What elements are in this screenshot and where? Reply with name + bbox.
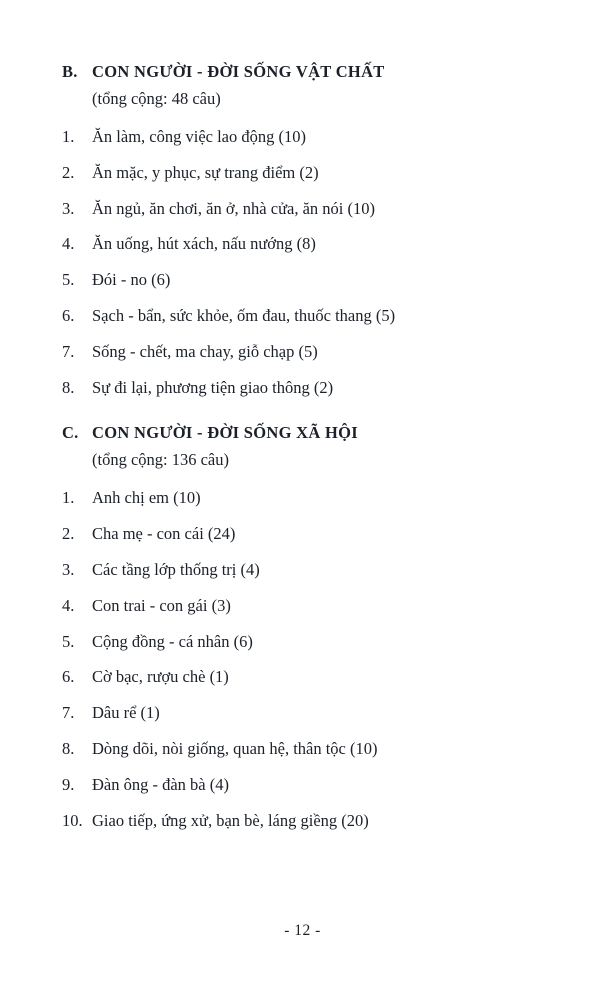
list-item-number: 4.	[62, 234, 75, 254]
section-b-list	[62, 127, 553, 397]
list-item	[62, 488, 553, 508]
section-b-letter: B.	[62, 62, 78, 81]
section-c-heading	[62, 423, 553, 443]
section-c	[62, 423, 553, 830]
list-item-label: Ăn làm, công việc lao động (10)	[92, 127, 306, 146]
list-item-label: Ăn ngủ, ăn chơi, ăn ở, nhà cửa, ăn nói (10)	[92, 198, 375, 218]
list-item	[62, 632, 553, 652]
list-item-number: 7.	[62, 703, 75, 723]
list-item-label: Con trai - con gái (3)	[92, 595, 231, 615]
list-item	[62, 378, 553, 398]
list-item-number: 2.	[62, 524, 75, 544]
list-item-label: Ăn uống, hút xách, nấu nướng (8)	[92, 234, 316, 254]
list-item-label: Cha mẹ - con cái (24)	[92, 524, 236, 544]
list-item	[62, 163, 553, 183]
list-item-number: 6.	[62, 305, 75, 325]
list-item	[62, 667, 553, 687]
list-item-number: 1.	[62, 127, 75, 146]
section-b-subtitle: (tổng cộng: 48 câu)	[92, 89, 221, 108]
list-item-label: Đói - no (6)	[92, 270, 171, 290]
list-item-number: 1.	[62, 488, 75, 508]
list-item-number: 9.	[62, 774, 75, 794]
list-item-number: 7.	[62, 341, 75, 361]
section-c-letter: C.	[62, 423, 79, 443]
list-item-label: Sống - chết, ma chay, giỗ chạp (5)	[92, 341, 318, 361]
list-item-number: 5.	[62, 631, 75, 651]
list-item	[62, 775, 553, 795]
list-item-number: 8.	[62, 738, 75, 758]
list-item-label: Cờ bạc, rượu chè (1)	[92, 667, 229, 687]
section-c-title: CON NGƯỜI - ĐỜI SỐNG XÃ HỘI	[92, 423, 359, 443]
list-item	[62, 739, 553, 759]
list-item	[62, 306, 553, 326]
list-item	[62, 234, 553, 254]
list-item-number: 6.	[62, 667, 75, 687]
list-item-label: Dâu rể (1)	[92, 703, 160, 723]
list-item	[62, 199, 553, 219]
list-item-label: Các tầng lớp thống trị (4)	[92, 559, 260, 579]
list-item-label: Anh chị em (10)	[92, 488, 201, 508]
list-item-label: Cộng đồng - cá nhân (6)	[92, 631, 253, 651]
list-item	[62, 703, 553, 723]
list-item	[62, 270, 553, 290]
page-number: - 12 -	[284, 922, 321, 939]
list-item	[62, 560, 553, 580]
list-item	[62, 811, 553, 831]
list-item-number: 10.	[62, 810, 83, 830]
section-c-subtitle: (tổng cộng: 136 câu)	[92, 450, 230, 470]
list-item-number: 2.	[62, 162, 75, 182]
list-item	[62, 342, 553, 362]
list-item-label: Đàn ông - đàn bà (4)	[92, 774, 229, 794]
list-item	[62, 596, 553, 616]
list-item-label: Sạch - bẩn, sức khỏe, ốm đau, thuốc thang (5)	[92, 305, 396, 325]
list-item-number: 3.	[62, 198, 75, 218]
list-item-number: 4.	[62, 595, 75, 615]
section-c-list	[62, 488, 553, 830]
list-item-number: 8.	[62, 377, 75, 397]
list-item	[62, 524, 553, 544]
section-b-title: CON NGƯỜI - ĐỜI SỐNG VẬT CHẤT	[92, 62, 385, 81]
list-item	[62, 127, 553, 147]
list-item-label: Ăn mặc, y phục, sự trang điểm (2)	[92, 162, 319, 182]
list-item-number: 5.	[62, 270, 75, 290]
list-item-label: Dòng dõi, nòi giống, quan hệ, thân tộc (10)	[92, 738, 378, 758]
section-b-heading	[62, 62, 553, 82]
list-item-number: 3.	[62, 559, 75, 579]
list-item-label: Sự đi lại, phương tiện giao thông (2)	[92, 377, 334, 397]
list-item-label: Giao tiếp, ứng xử, bạn bè, láng giềng (20)	[92, 810, 369, 830]
section-b	[62, 62, 553, 397]
